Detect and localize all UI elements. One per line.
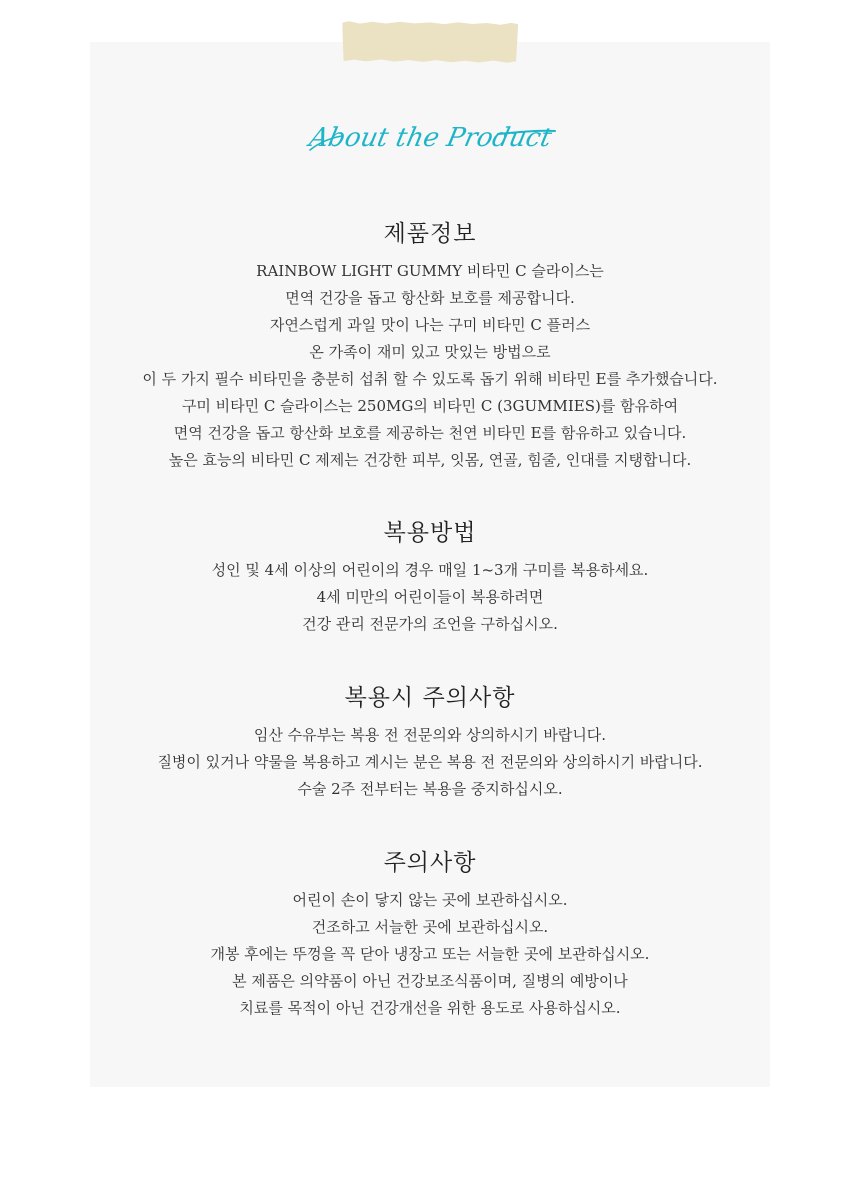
body-line: 4세 미만의 어린이들이 복용하려면 xyxy=(316,588,544,606)
section-title: 복용시 주의사항 xyxy=(344,685,516,711)
body-line: 개봉 후에는 뚜껑을 꼭 닫아 냉장고 또는 서늘한 곳에 보관하십시오. xyxy=(210,945,650,963)
body-line: 임산 수유부는 복용 전 전문의와 상의하시기 바랍니다. xyxy=(253,726,607,744)
body-line: 건강 관리 전문가의 조언을 구하십시오. xyxy=(302,615,558,633)
about-product-script-title xyxy=(250,112,610,162)
section-body xyxy=(90,887,770,1022)
section-body xyxy=(90,258,770,474)
body-line: 본 제품은 의약품이 아닌 건강보조식품이며, 질병의 예방이나 xyxy=(232,972,628,990)
body-line: 수술 2주 전부터는 복용을 중지하십시오. xyxy=(297,780,563,798)
masking-tape xyxy=(342,21,518,63)
section-title: 복용방법 xyxy=(383,520,477,546)
body-line: 면역 건강을 돕고 항산화 보호를 제공합니다. xyxy=(285,289,575,307)
body-line: 구미 비타민 C 슬라이스는 250MG의 비타민 C (3GUMMIES)를 함유하여 xyxy=(181,397,679,415)
body-line: 면역 건강을 돕고 항산화 보호를 제공하는 천연 비타민 E를 함유하고 있습니다. xyxy=(173,424,687,442)
section-title: 제품정보 xyxy=(383,221,477,247)
section-dosage-cautions xyxy=(90,679,770,803)
body-line: 성인 및 4세 이상의 어린이의 경우 매일 1~3개 구미를 복용하세요. xyxy=(211,561,649,579)
body-line: 온 가족이 재미 있고 맛있는 방법으로 xyxy=(309,343,551,361)
body-line: 이 두 가지 필수 비타민을 충분히 섭취 할 수 있도록 돕기 위해 비타민 E를 추가했습니다. xyxy=(142,370,718,388)
section-dosage xyxy=(90,514,770,638)
body-line: 자연스럽게 과일 맛이 나는 구미 비타민 C 플러스 xyxy=(269,316,591,334)
section-title: 주의사항 xyxy=(383,850,477,876)
section-body xyxy=(90,722,770,803)
body-line: 질병이 있거나 약물을 복용하고 계시는 분은 복용 전 전문의와 상의하시기 바랍니다. xyxy=(157,753,703,771)
section-cautions xyxy=(90,844,770,1022)
body-line: 높은 효능의 비타민 C 제제는 건강한 피부, 잇몸, 연골, 힘줄, 인대를 지탱합니다. xyxy=(168,451,692,469)
body-line: 치료를 목적이 아닌 건강개선을 위한 용도로 사용하십시오. xyxy=(239,999,621,1017)
section-body xyxy=(90,557,770,638)
body-line: 어린이 손이 닿지 않는 곳에 보관하십시오. xyxy=(292,891,568,909)
body-line: RAINBOW LIGHT GUMMY 비타민 C 슬라이스는 xyxy=(256,262,604,280)
script-title-text: About the Product xyxy=(306,123,555,153)
body-line: 건조하고 서늘한 곳에 보관하십시오. xyxy=(311,918,549,936)
section-product-info xyxy=(90,215,770,474)
